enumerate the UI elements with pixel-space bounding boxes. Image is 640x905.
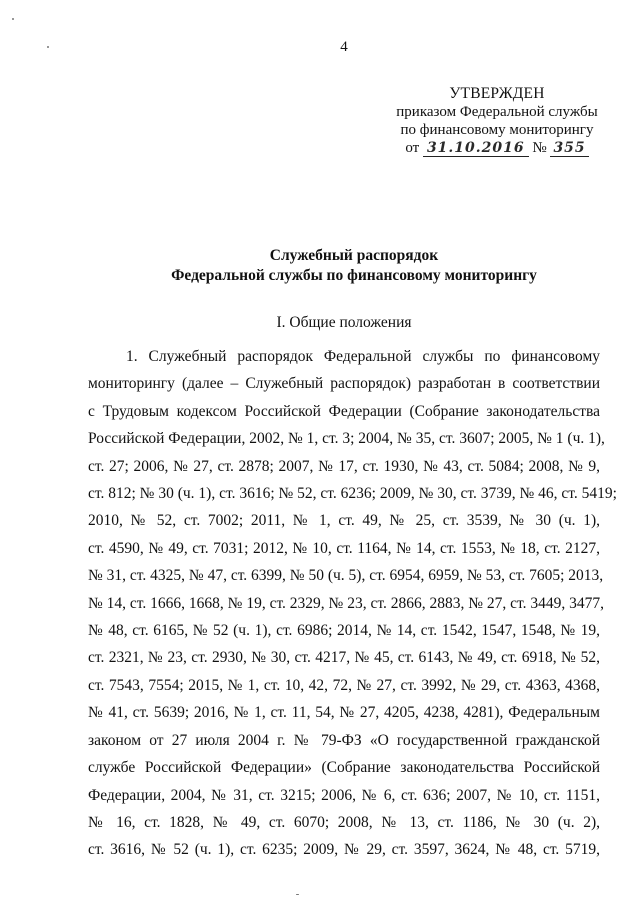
approval-line-1: приказом Федеральной службы <box>396 104 598 120</box>
document-title <box>104 246 604 286</box>
body-line: № 14, ст. 1666, 1668, № 19, ст. 2329, № 23, ст. 2866, 2883, № 27, ст. 3449, 3477, <box>88 594 604 612</box>
body-line: службе Российской Федерации» (Собрание законодательства Российской <box>88 759 600 777</box>
body-line: 2010, № 52, ст. 7002; 2011, № 1, ст. 49, № 25, ст. 3539, № 30 (ч. 1), <box>88 512 600 530</box>
body-line: ст. 2321, № 23, ст. 2930, № 30, ст. 4217, № 45, ст. 6143, № 49, ст. 6918, № 52, <box>88 649 600 667</box>
scan-speck <box>296 894 299 895</box>
body-line: ст. 812; № 30 (ч. 1), ст. 3616; № 52, ст. 6236; 2009, № 30, ст. 3739, № 46, ст. 5419; <box>88 485 617 503</box>
body-line: № 41, ст. 5639; 2016, № 1, ст. 11, 54, № 27, 4205, 4238, 4281), Федеральным <box>88 704 600 722</box>
body-line: ст. 7543, 7554; 2015, № 1, ст. 10, 42, 72, № 27, ст. 3992, № 29, ст. 4363, 4368, <box>88 676 600 694</box>
body-line: ст. 4590, № 49, ст. 7031; 2012, № 10, ст. 1164, № 14, ст. 1553, № 18, ст. 2127, <box>88 539 600 557</box>
number-prefix: № <box>532 140 547 156</box>
scan-speck <box>12 18 14 20</box>
body-line: с Трудовым кодексом Российской Федерации (Собрание законодательства <box>88 402 600 420</box>
section-heading: I. Общие положения <box>276 314 412 331</box>
approval-stamp <box>384 85 610 157</box>
body-paragraph <box>88 343 617 864</box>
body-line: ст. 27; 2006, № 27, ст. 2878; 2007, № 17, ст. 1930, № 43, ст. 5084; 2008, № 9, <box>88 457 600 475</box>
scan-speck <box>47 46 49 48</box>
approval-date-line <box>384 139 610 157</box>
body-line: № 48, ст. 6165, № 52 (ч. 1), ст. 6986; 2014, № 14, ст. 1542, 1547, 1548, № 19, <box>88 622 600 640</box>
body-line: № 31, ст. 4325, № 47, ст. 6399, № 50 (ч. 5), ст. 6954, 6959, № 53, ст. 7605; 2013, <box>88 567 604 585</box>
handwritten-date: 31.10.2016 <box>423 140 529 157</box>
date-prefix: от <box>405 140 420 156</box>
document-title-line-2: Федеральной службы по финансовому мониторингу <box>171 267 537 284</box>
body-line: законом от 27 июля 2004 г. № 79-ФЗ «О государственной гражданской <box>88 731 600 749</box>
approval-line-2: по финансовому мониторингу <box>400 122 594 138</box>
approval-title: УТВЕРЖДЕН <box>449 85 545 102</box>
page-number: 4 <box>340 39 348 55</box>
body-line: № 16, ст. 1828, № 49, ст. 6070; 2008, № 13, ст. 1186, № 30 (ч. 2), <box>88 813 600 831</box>
body-line: мониторингу (далее – Служебный распорядок) разработан в соответствии <box>88 375 600 393</box>
body-line: Федерации, 2004, № 31, ст. 3215; 2006, № 6, ст. 636; 2007, № 10, ст. 1151, <box>88 786 600 804</box>
body-line: Российской Федерации, 2002, № 1, ст. 3; 2004, № 35, ст. 3607; 2005, № 1 (ч. 1), <box>88 430 605 448</box>
handwritten-number: 355 <box>550 140 588 157</box>
document-title-line-1: Служебный распорядок <box>269 247 439 264</box>
body-line: 1. Служебный распорядок Федеральной службы по финансовому <box>126 348 600 365</box>
body-line: ст. 3616, № 52 (ч. 1), ст. 6235; 2009, № 29, ст. 3597, 3624, № 48, ст. 5719, <box>88 841 600 859</box>
